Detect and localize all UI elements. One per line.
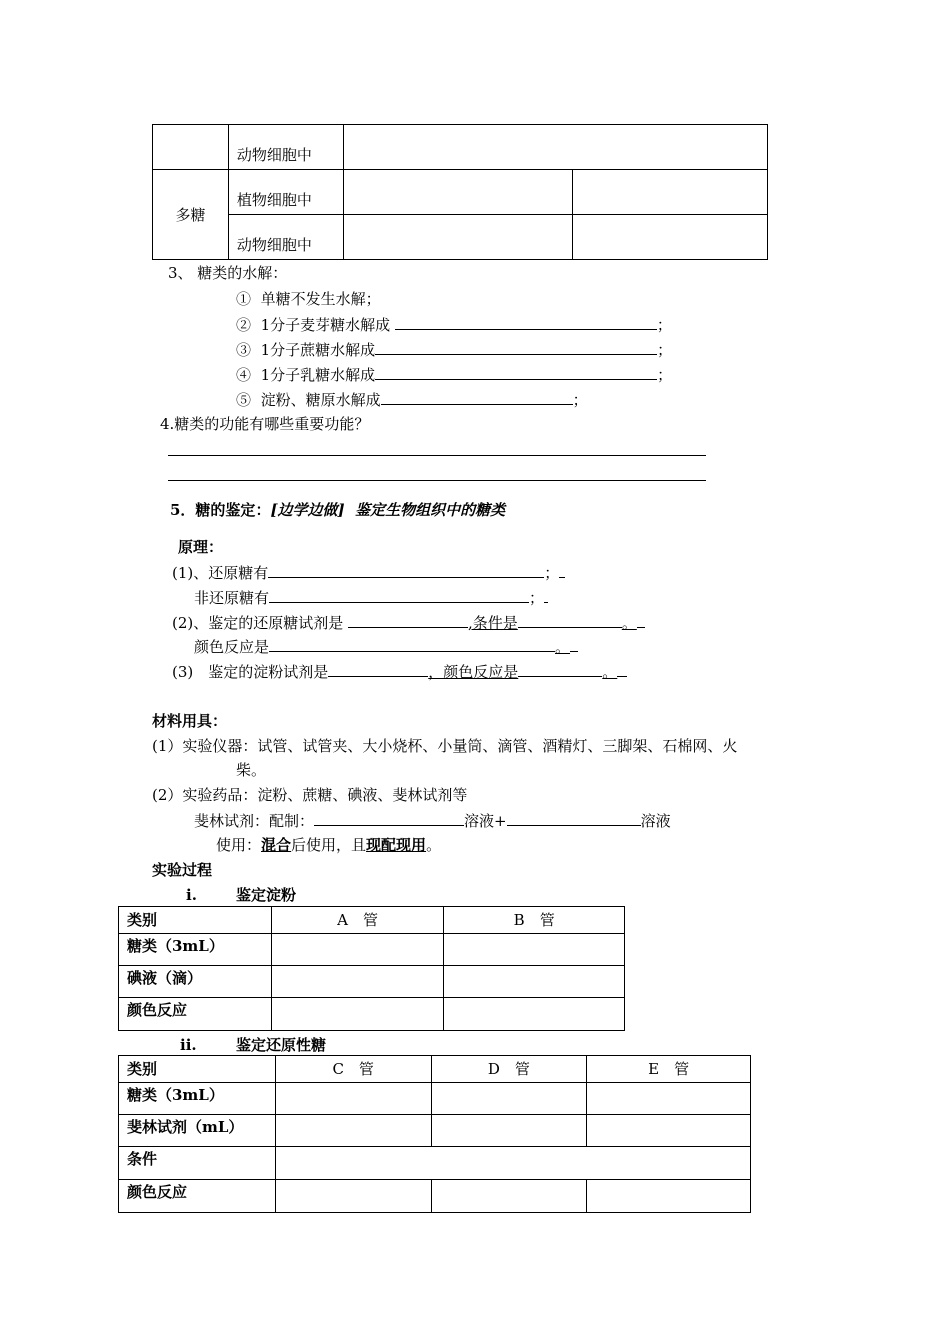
item-text: 1分子麦芽糖水解成 — [260, 316, 391, 334]
item-text: 淀粉、糖原水解成 — [260, 391, 381, 409]
answer-blank[interactable] — [268, 562, 544, 578]
table-cell[interactable] — [275, 1115, 431, 1147]
table-cell[interactable] — [271, 998, 444, 1031]
answer-blank[interactable] — [375, 364, 657, 380]
item-number: ② — [236, 316, 252, 334]
row-label: 糖类（3mL） — [119, 1083, 276, 1115]
row-label: 颜色反应 — [119, 998, 272, 1031]
section5-heading — [170, 500, 505, 520]
header-category: 类别 — [119, 907, 272, 934]
polysaccharide-table — [152, 124, 768, 260]
table-cell — [573, 215, 768, 260]
header-category: 类别 — [119, 1056, 276, 1083]
principle-line — [194, 587, 548, 608]
item-text: 1分子蔗糖水解成 — [260, 341, 376, 359]
table-cell[interactable] — [431, 1180, 587, 1213]
item-end: ； — [657, 366, 673, 384]
row-label: 条件 — [119, 1147, 276, 1180]
row-label: 颜色反应 — [119, 1180, 276, 1213]
table-cell — [343, 215, 573, 260]
principle-text: ，颜色反应是 — [428, 663, 519, 681]
table-cell[interactable] — [587, 1115, 751, 1147]
item-text: 1分子乳糖水解成 — [260, 366, 376, 384]
table-cell[interactable] — [275, 1180, 431, 1213]
principle-text: 颜色反应是 — [194, 638, 270, 656]
animal-cell-label: 动物细胞中 — [228, 215, 343, 260]
subsection-title: 鉴定淀粉 — [236, 886, 297, 904]
principle-text: (1)、还原糖有 — [172, 564, 269, 582]
table-cell[interactable] — [431, 1115, 587, 1147]
usage-line — [216, 835, 441, 855]
hydrolysis-item — [236, 339, 672, 360]
table-cell[interactable] — [444, 966, 625, 998]
usage-text: 后使用，且 — [291, 836, 367, 854]
table-cell[interactable] — [444, 998, 625, 1031]
principle-text: ,条件是 — [468, 614, 518, 632]
materials-label: 材料用具： — [152, 712, 228, 730]
row-label: 糖类（3mL） — [119, 934, 272, 966]
hydrolysis-item — [236, 289, 381, 309]
blank-tail — [559, 562, 565, 578]
principle-end: ； — [529, 589, 545, 607]
answer-blank[interactable] — [507, 810, 641, 826]
principle-end: 。 — [602, 663, 618, 681]
table-cell — [573, 170, 768, 215]
header-tube-d: D 管 — [431, 1056, 587, 1083]
blank-tail — [544, 587, 548, 603]
hydrolysis-item — [236, 314, 672, 335]
usage-text: 。 — [426, 836, 442, 854]
item-number: ⑤ — [236, 391, 252, 409]
blank-tail — [617, 661, 627, 677]
process-label: 实验过程 — [152, 861, 213, 879]
animal-cell-label: 动物细胞中 — [228, 125, 343, 170]
usage-text: 使用： — [216, 836, 262, 854]
principle-text: (2)、鉴定的还原糖试剂是 — [172, 614, 344, 632]
table-cell — [343, 170, 573, 215]
subsection-number: i. — [186, 886, 197, 904]
section4-heading: 4.糖类的功能有哪些重要功能？ — [160, 415, 370, 433]
subsection-i — [186, 885, 297, 905]
header-tube-c: C 管 — [275, 1056, 431, 1083]
starth-test-table — [118, 906, 625, 1031]
row-label: 碘液（滴） — [119, 966, 272, 998]
header-tube-b: B 管 — [444, 907, 625, 934]
table-cell[interactable] — [431, 1083, 587, 1115]
answer-blank[interactable] — [314, 810, 464, 826]
fehling-text: 溶液 — [640, 812, 671, 830]
principle-line — [172, 612, 645, 633]
plant-cell-label: 植物细胞中 — [228, 170, 343, 215]
answer-blank[interactable] — [269, 587, 529, 603]
item-end: ； — [572, 391, 588, 409]
fehling-text: 斐林试剂：配制： — [194, 812, 315, 830]
table-cell — [153, 125, 229, 170]
usage-emphasis: 现配现用 — [366, 836, 427, 854]
fehling-text: 溶液+ — [464, 812, 507, 830]
answer-blank[interactable] — [518, 612, 622, 628]
section3-heading: 3、 糖类的水解： — [168, 264, 288, 282]
header-tube-e: E 管 — [587, 1056, 751, 1083]
materials-line2: (2）实验药品：淀粉、蔗糖、碘液、斐林试剂等 — [152, 786, 468, 804]
section5-title: 鉴定生物组织中的糖类 — [355, 501, 506, 519]
item-number: ① — [236, 290, 252, 308]
table-cell[interactable] — [275, 1147, 750, 1180]
item-text: 单糖不发生水解； — [260, 290, 381, 308]
row-label: 斐林试剂（mL） — [119, 1115, 276, 1147]
hydrolysis-item — [236, 389, 588, 410]
table-cell[interactable] — [444, 934, 625, 966]
principle-text: (3) 鉴定的淀粉试剂是 — [172, 663, 329, 681]
item-number: ③ — [236, 341, 252, 359]
answer-blank[interactable] — [375, 339, 657, 355]
item-number: ④ — [236, 366, 252, 384]
principle-text: 非还原糖有 — [194, 589, 270, 607]
answer-blank[interactable] — [348, 612, 468, 628]
materials-line1: (1）实验仪器：试管、试管夹、大小烧杯、小量筒、滴管、酒精灯、三脚架、石棉网、火 — [152, 737, 738, 755]
principle-end: 。 — [621, 614, 637, 632]
materials-line1-cont: 柴。 — [236, 761, 267, 779]
item-end: ； — [657, 341, 673, 359]
section5-prefix: 5．糖的鉴定： — [170, 501, 271, 519]
hydrolysis-item — [236, 364, 672, 385]
principle-label: 原理： — [178, 538, 224, 556]
subsection-ii — [180, 1035, 327, 1055]
answer-blank[interactable] — [381, 389, 573, 405]
subsection-title: 鉴定还原性糖 — [236, 1036, 327, 1054]
table-cell[interactable] — [271, 934, 444, 966]
polysaccharide-label: 多糖 — [153, 170, 229, 260]
section5-tag: [边学边做] — [270, 501, 345, 519]
reducing-sugar-table — [118, 1055, 751, 1213]
blank-tail — [570, 636, 578, 652]
principle-line — [194, 636, 578, 657]
usage-emphasis: 混合 — [261, 836, 292, 854]
table-cell[interactable] — [275, 1083, 431, 1115]
answer-blank[interactable] — [395, 314, 657, 330]
table-cell[interactable] — [587, 1180, 751, 1213]
blank-tail — [637, 612, 645, 628]
answer-line[interactable] — [168, 455, 706, 456]
answer-blank[interactable] — [518, 661, 602, 677]
table-cell[interactable] — [271, 966, 444, 998]
subsection-number: ii. — [180, 1036, 197, 1054]
answer-blank[interactable] — [328, 661, 428, 677]
principle-end: ； — [544, 564, 560, 582]
answer-blank[interactable] — [269, 636, 555, 652]
table-cell — [343, 125, 767, 170]
fehling-line — [194, 810, 671, 831]
item-end: ； — [656, 316, 672, 334]
table-cell[interactable] — [587, 1083, 751, 1115]
principle-line — [172, 562, 565, 583]
principle-end: 。 — [555, 638, 571, 656]
header-tube-a: A 管 — [271, 907, 444, 934]
answer-line[interactable] — [168, 480, 706, 481]
principle-line — [172, 661, 627, 682]
